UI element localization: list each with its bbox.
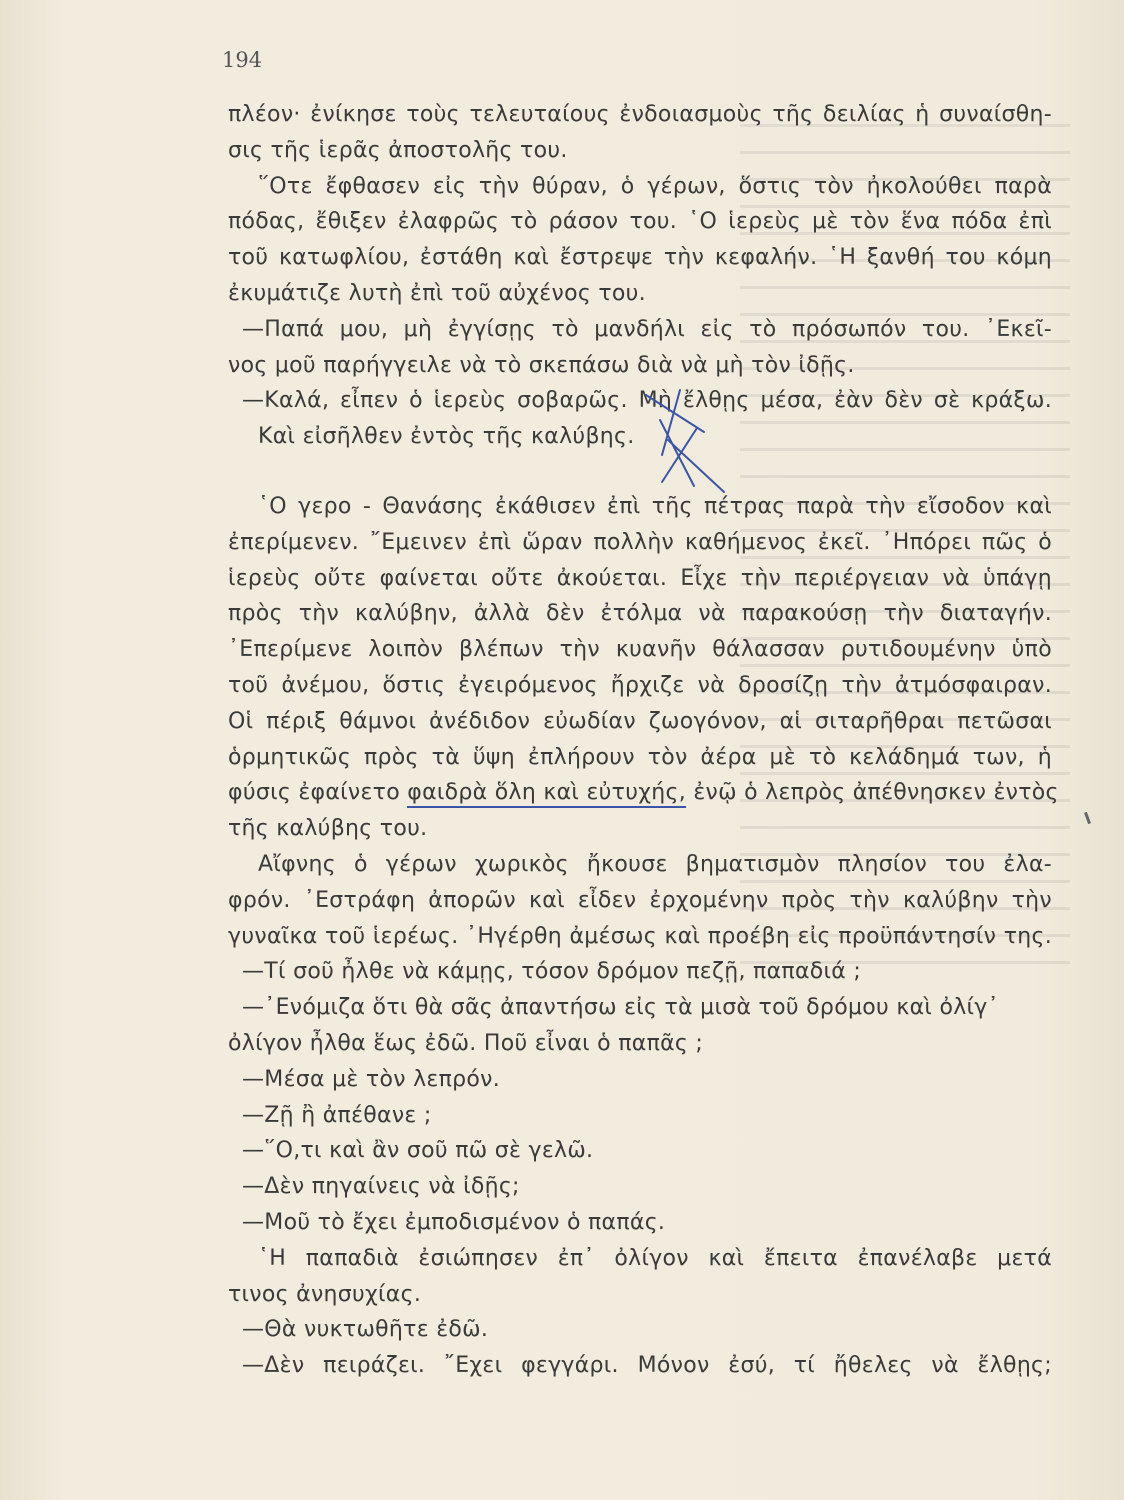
text-line: πόδας, ἔθιξεν ἐλαφρῶς τὸ ράσον του. ῾Ο ἱερεὺς μὲ τὸν ἕνα πόδα ἐπὶ [228,209,1052,235]
text-line: ᾿Επερίμενε λοιπὸν βλέπων τὴν κυανῆν θάλασσαν ρυτιδουμένην ὑπὸ [228,637,1052,663]
text-line: τῆς καλύβης του. [228,816,428,842]
text-segment: ἐνῷ ὁ λεπρὸς ἀπέθνησκεν ἐντὸς [686,780,1059,806]
body-text [228,97,1059,1384]
text-line: φρόν. ᾿Εστράφη ἀπορῶν καὶ εἶδεν ἐρχομένην πρὸς τὴν καλύβην τὴν [228,887,1052,913]
text-line: Καὶ εἰσῆλθεν ἐντὸς τῆς καλύβης. [258,424,635,450]
text-line: ὀλίγον ἦλθα ἕως ἐδῶ. Ποῦ εἶναι ὁ παπᾶς ; [228,1030,704,1056]
text-line: ὁρμητικῶς πρὸς τὰ ὕψη ἐπλήρουν τὸν ἀέρα μὲ τὸ κελάδημά των, ἡ [228,744,1052,770]
page-number: 194 [222,48,263,72]
text-line: ἱερεὺς οὔτε φαίνεται οὔτε ἀκούεται. Εἶχε τὴν περιέργειαν νὰ ὑπάγῃ [228,565,1052,591]
text-line: —Παπά μου, μὴ ἐγγίσῃς τὸ μανδήλι εἰς τὸ πρόσωπόν του. ᾿Εκεῖ- [242,316,1052,342]
text-line: —᾿Ενόμιζα ὅτι θὰ σᾶς ἀπαντήσω εἰς τὰ μισὰ τοῦ δρόμου καὶ ὀλίγ᾽ [242,995,999,1021]
text-line: ῞Οτε ἔφθασεν εἰς τὴν θύραν, ὁ γέρων, ὅστις τὸν ἠκολούθει παρὰ [258,173,1052,199]
text-line: Αἴφνης ὁ γέρων χωρικὸς ἤκουσε βηματισμὸν πλησίον του ἐλα- [258,851,1052,877]
text-line-underlined [228,775,1059,811]
text-line: τινος ἀνησυχίας. [228,1281,422,1307]
text-segment: φύσις ἐφαίνετο [228,780,408,806]
margin-mark [1084,812,1091,824]
text-line: —῞Ο,τι καὶ ἂν σοῦ πῶ σὲ γελῶ. [242,1138,594,1164]
section-gap [228,455,1052,489]
text-line: ἐκυμάτιζε λυτὴ ἐπὶ τοῦ αὐχένος του. [228,280,646,306]
text-line: —Μέσα μὲ τὸν λεπρόν. [242,1066,501,1092]
text-line: πρὸς τὴν καλύβην, ἀλλὰ δὲν ἐτόλμα νὰ παρακούσῃ τὴν διαταγήν. [228,601,1052,627]
text-line: ῾Ο γερο - Θανάσης ἐκάθισεν ἐπὶ τῆς πέτρας παρὰ τὴν εἴσοδον καὶ [258,493,1052,519]
text-line: —Δὲν πηγαίνεις νὰ ἰδῇς; [242,1174,520,1200]
text-line: —Καλά, εἶπεν ὁ ἱερεὺς σοβαρῶς. Μὴ ἔλθῃς μέσα, ἐὰν δὲν σὲ κράξω. [242,388,1052,414]
text-line: πλέον· ἐνίκησε τοὺς τελευταίους ἐνδοιασμοὺς τῆς δειλίας ἡ συναίσθη- [228,102,1052,127]
text-line: —Τί σοῦ ἦλθε νὰ κάμῃς, τόσον δρόμον πεζῇ, παπαδιά ; [242,959,862,985]
text-line: ἐπερίμενεν. ῎Εμεινεν ἐπὶ ὥραν πολλὴν καθήμενος ἐκεῖ. ᾿Ηπόρει πῶς ὁ [228,529,1052,555]
text-line: τοῦ ἀνέμου, ὅστις ἐγειρόμενος ἤρχιζε νὰ δροσίζῃ τὴν ἀτμόσφαιραν. [228,672,1052,698]
text-line: τοῦ κατωφλίου, ἐστάθη καὶ ἔστρεψε τὴν κεφαλήν. ῾Η ξανθή του κόμη [228,245,1052,271]
ink-underlined-phrase: φαιδρὰ ὅλη καὶ εὐτυχής, [407,780,686,808]
text-line: γυναῖκα τοῦ ἱερέως. ᾿Ηγέρθη ἀμέσως καὶ προέβη εἰς προϋπάντησίν της. [228,923,1052,949]
text-line: —Ζῇ ἢ ἀπέθανε ; [242,1102,432,1128]
text-line: Οἱ πέριξ θάμνοι ἀνέδιδον εὐωδίαν ζωογόνον, αἱ σιταρῆθραι πετῶσαι [228,708,1052,734]
text-line: —Μοῦ τὸ ἔχει ἐμποδισμένον ὁ παπάς. [242,1209,666,1235]
text-line: —Δὲν πειράζει. ῎Εχει φεγγάρι. Μόνον ἐσύ, τί ἤθελες νὰ ἔλθῃς; [242,1353,1052,1379]
text-line: ῾Η παπαδιὰ ἐσιώπησεν ἐπ᾽ ὀλίγον καὶ ἔπειτα ἐπανέλαβε μετά [258,1245,1052,1271]
text-line: νος μοῦ παρήγγειλε νὰ τὸ σκεπάσω διὰ νὰ μὴ τὸν ἰδῇς. [228,352,855,378]
text-line: —Θὰ νυκτωθῆτε ἐδῶ. [242,1317,489,1343]
text-line: σις τῆς ἱερᾶς ἀποστολῆς του. [228,137,568,163]
